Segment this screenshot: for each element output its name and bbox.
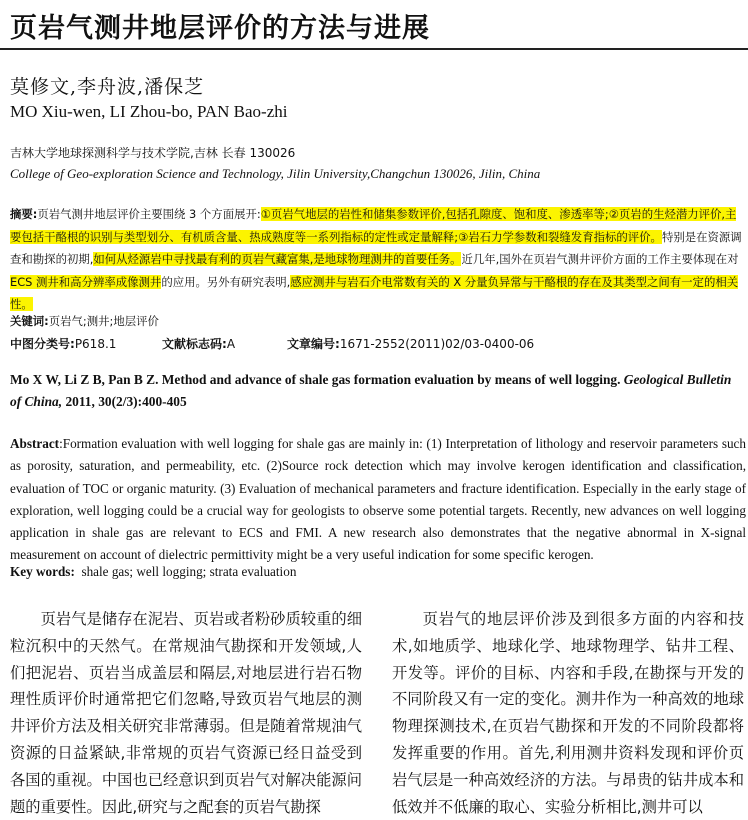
affiliation-english: College of Geo-exploration Science and Technology, Jilin University,Changchun 130026, Jilin, China [10,166,541,181]
keywords-chinese-value: 页岩气;测井;地层评价 [48,314,159,328]
clc-label: 中图分类号: [10,337,75,351]
authors-english: MO Xiu-wen, LI Zhou-bo, PAN Bao-zhi [10,102,288,121]
citation-journal: Geological Bulletin of China, [10,372,732,409]
keywords-chinese [10,313,159,329]
abstract-highlight-4: 感应测井与岩石介电常数有关的 X 分量负异常与干酪根的存在及其类型之间有一定的相关性。 [10,274,739,312]
abstract-text-3: 近几年,国外在页岩气测井评价方面的工作主要体现在对 [461,252,739,267]
abstract-english-text: :Formation evaluation with well logging for shale gas are mainly in: (1) Interpretation of lithology and reservoir parameters such as porosity, saturation, and permeability, etc. (2)Source rock detection which may involve kerogen identification and classification, evaluation of TOC or organic maturity. (3) Evaluation of mechanical parameters and fracture identification. Especially in the early stage of exploration, well logging could be a crucial way for geologists to observe some potential targets. Recently, new advances on well logging application in shale gas are relevant to ECS and FMI. A new research also demonstrates that the negative abnormal in X-signal measurement on account of dielectric permittivity might be a very useful indication for some specific kerogen. [10,436,746,563]
abstract-highlight-3: ECS 测井和高分辨率成像测井 [10,274,162,289]
abstract-chinese-label: 摘要: [10,207,38,221]
title-divider [0,48,748,50]
keywords-chinese-label: 关键词: [10,314,49,328]
article-number [287,335,534,352]
body-column-right: 页岩气的地层评价涉及到很多方面的内容和技术,如地质学、地球化学、地球物理学、钻井工程、开发等。评价的目标、内容和手段,在勘探与开发的不同阶段又有一定的变化。测井作为一种高效的地球物理探测技术,在页岩气勘探和开发的不同阶段都将发挥重要的作用。首先,利用测井资料发现和评价页岩气层是一种高效经济的方法。与昂贵的钻井成本和低效并不低廉的取心、实验分析相比,测井可以 [392,610,744,816]
clc-number [10,335,116,352]
document-code-value: A [226,337,236,351]
keywords-english-value: shale gas; well logging; strata evaluation [81,564,297,579]
abstract-english [10,433,746,567]
citation-details: 2011, 30(2/3):400-405 [65,394,187,409]
abstract-english-label: Abstract [10,436,60,451]
article-number-value: 1671-2552(2011)02/03-0400-06 [339,337,535,351]
paper-title: 页岩气测井地层评价的方法与进展 [10,13,430,44]
document-code [162,335,235,352]
abstract-highlight-2: 如何从烃源岩中寻找最有利的页岩气藏富集,是地球物理测井的首要任务。 [93,252,462,267]
abstract-text-1: 页岩气测井地层评价主要围绕 3 个方面展开: [37,207,261,221]
abstract-text-2: 特别是在资源调查和勘探的初期, [10,229,742,267]
citation [10,369,740,413]
abstract-chinese [10,203,746,316]
abstract-text-4: 的应用。另外有研究表明, [161,274,291,289]
article-number-label: 文章编号: [287,337,340,351]
citation-text: Mo X W, Li Z B, Pan B Z. Method and advance of shale gas formation evaluation by means of well logging. [10,372,621,387]
abstract-highlight-1: ①页岩气地层的岩性和储集参数评价,包括孔隙度、饱和度、渗透率等;②页岩的生烃潜力评价,主要包括干酪根的识别与类型划分、有机质含量、热成熟度等一系列指标的定性或定量解释;③岩石力学参数和裂缝发育指标的评价。 [10,207,737,244]
affiliation-chinese: 吉林大学地球探测科学与技术学院,吉林 长春 130026 [10,146,296,160]
keywords-english [10,564,296,580]
clc-value: P618.1 [74,337,117,351]
keywords-english-label: Key words: [10,564,75,579]
document-code-label: 文献标志码: [162,337,227,351]
authors-chinese: 莫修文,李舟波,潘保芝 [10,76,205,98]
body-column-left: 页岩气是储存在泥岩、页岩或者粉砂质较重的细粒沉积中的天然气。在常规油气勘探和开发领域,人们把泥岩、页岩当成盖层和隔层,对地层进行岩石物理性质评价时通常把它们忽略,导致页岩气地层的测井评价方法及相关研究非常薄弱。但是随着常规油气资源的日益紧缺,非常规的页岩气资源已经日益受到各国的重视。中国也已经意识到页岩气对解决能源问题的重要性。因此,研究与之配套的页岩气勘探 [10,610,362,816]
